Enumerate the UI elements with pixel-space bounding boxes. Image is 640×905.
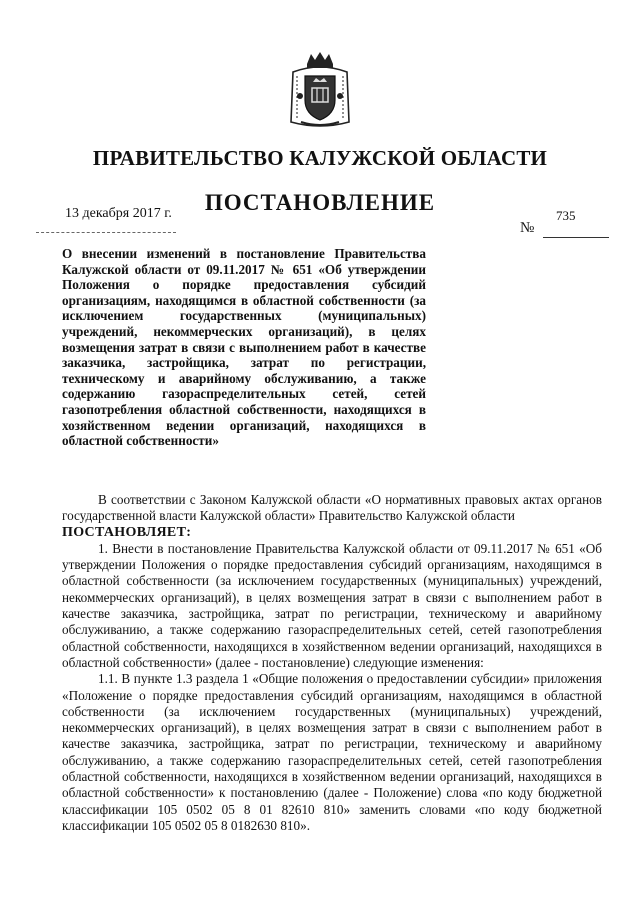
coat-of-arms-icon [287, 50, 353, 130]
date-underline [36, 232, 176, 233]
item-1-paragraph: 1. Внести в постановление Правительства Калужской области от 09.11.2017 № 651 «Об утверждении Положения о порядке предоставления субсидий организациям, находящимся в областной собственности (за исключением государственных (муниципальных) учреждений, некоммерческих организаций), в целях возмещения затрат в связи с выполнением работ в качестве заказчика, застройщика, затрат по регистрации, техническому и аварийному обслуживанию, а также содержанию газораспределительных сетей, сетей газопотребления областной собственности, находящихся в хозяйственном ведении организаций, находящихся в областной собственности» (далее - постановление) следующие изменения: [62, 540, 602, 670]
document-subject: О внесении изменений в постановление Правительства Калужской области от 09.11.2017 № 651 «Об утверждении Положения о порядке предоставления субсидий организациям, находящимся в областной собственности (за исключением государственных (муниципальных) учреждений, некоммерческих организаций), в целях возмещения затрат в связи с выполнением работ в качестве заказчика, застройщика, затрат по регистрации, техническому и аварийному обслуживанию, а также содержанию газораспределительных сетей, сетей газопотребления областной собственности, находящихся в хозяйственном ведении организаций, находящихся в областной собственности» [62, 246, 426, 449]
document-type-title: ПОСТАНОВЛЕНИЕ [204, 190, 436, 215]
organization-title: ПРАВИТЕЛЬСТВО КАЛУЖСКОЙ ОБЛАСТИ [92, 146, 548, 170]
document-date: 13 декабря 2017 г. [65, 206, 172, 221]
document-body [62, 492, 602, 834]
preamble-paragraph: В соответствии с Законом Калужской области «О нормативных правовых актах органов государственной власти Калужской области» Правительство Калужской области [62, 492, 602, 524]
item-1-1-paragraph: 1.1. В пункте 1.3 раздела 1 «Общие положения о предоставлении субсидии» приложения «Положение о порядке предоставления субсидий организациям, находящимся в областной собственности (за исключением государственных (муниципальных) учреждений, некоммерческих организаций), в целях возмещения затрат в связи с выполнением работ в качестве заказчика, застройщика, затрат по регистрации, техническому и аварийному обслуживанию, а также содержанию газораспределительных сетей, сетей газопотребления областной собственности, находящихся в хозяйственном ведении организаций, находящихся в областной собственности» к постановлению (далее - Положение) слова «по коду бюджетной классификации 105 0502 05 8 01 82610 810» заменить словами «по коду бюджетной классификации 105 0502 05 8 0182630 810». [62, 671, 602, 833]
document-number-label: № [520, 220, 535, 236]
number-underline [543, 237, 609, 238]
decree-heading: ПОСТАНОВЛЯЕТ: [62, 524, 192, 540]
document-number: 735 [556, 208, 576, 223]
